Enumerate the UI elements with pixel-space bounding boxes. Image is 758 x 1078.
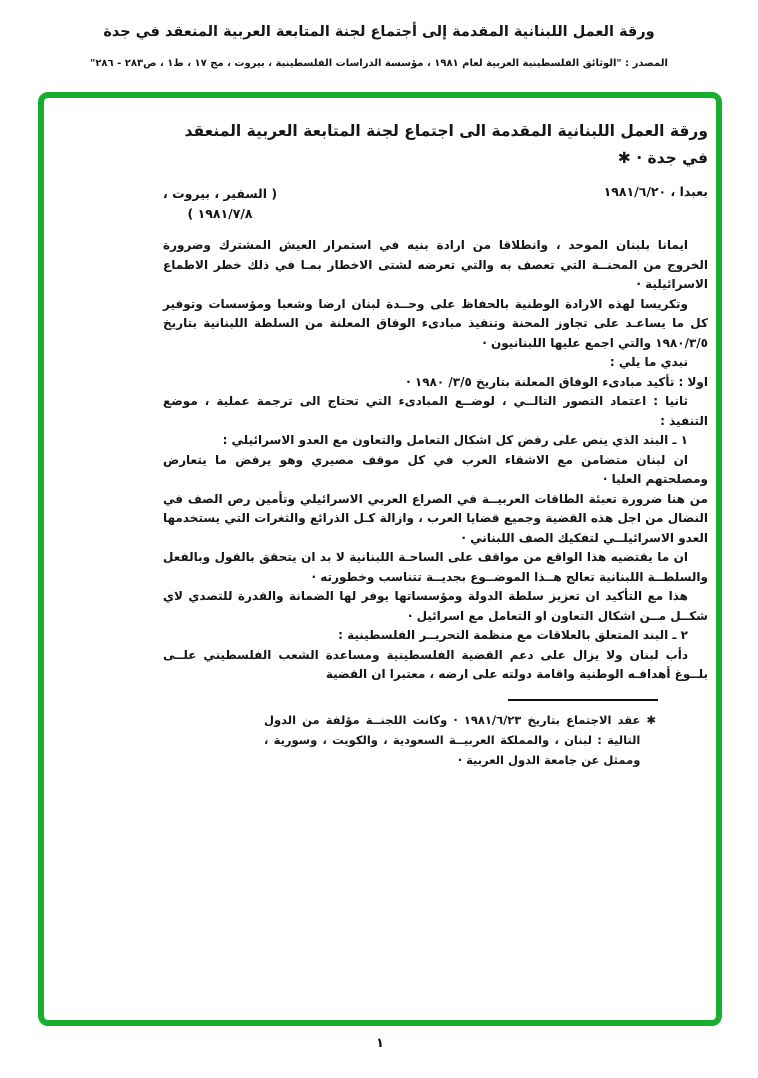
paragraph: هذا مع التأكيد ان تعزيز سلطة الدولة ومؤسساتها يوفر لها الضمانة والقدرة للتصدي لاي شكــل مــن اشكال التعاون او التعامل مع اسرائيل · (163, 589, 708, 623)
paragraph: ٢ ـ البند المتعلق بالعلاقات مع منظمة التحريــر الفلسطينية : (338, 628, 688, 642)
page-number: ١ (376, 1036, 384, 1051)
footnote-asterisk-icon: ✱ (646, 712, 656, 727)
paragraph: ١ ـ البند الذي ينص على رفض كل اشكال التعامل والتعاون مع العدو الاسرائيلي : (222, 433, 688, 447)
paragraph: نبدي ما يلي : (609, 355, 688, 369)
document-body (163, 236, 708, 685)
document-title: ورقة العمل اللبنانية المقدمة الى اجتماع لجنة المتابعة العربية المنعقد في جدة · ✱ (184, 122, 708, 167)
dateline (163, 184, 708, 224)
paragraph: من هنا ضرورة تعبئة الطاقات العربيــة في الصراع العربي الاسرائيلي وتأمين رص الصف في النضال من اجل هذه القضية وجميع قضايا العرب ، وازالة كـل الذرائع والثغرات التي يستخدمها العدو الاسرائيلــي لتفكيك الصف اللبناني · (163, 491, 708, 545)
paragraph: وتكريسا لهذه الارادة الوطنية بالحفاظ على وحــدة لبنان ارضا وشعبا ومؤسسات وتوفير كل ما يساعـد على تجاوز المحنة وتنفيذ مبادىء الوفاق المعلنة من السلطة اللبنانية بتاريخ ١٩٨٠/٣/٥ والتي اجمع عليها اللبنانيون · (163, 296, 708, 350)
paragraph: ان ما يقتضيه هذا الواقع من مواقف على الساحـة اللبنانية لا بد ان يتحقق بالقول وبالفعل والسلطــة اللبنانية تعالج هــذا الموضــوع بجديــة تتناسب وخطورته · (163, 550, 708, 584)
paragraph: دأب لبنان ولا يزال على دعم القضية الفلسطينية ومساعدة الشعب الفلسطيني علــى بلــوغ أهدافـه الوطنية واقامة دولته على ارضه ، معتبرا ان القضية (163, 647, 708, 681)
header-title: ورقة العمل اللبنانية المقدمة إلى أجتماع لجنة المتابعة العربية المنعقد في جدة (103, 24, 655, 40)
document-content (163, 118, 708, 770)
document-frame (38, 92, 722, 1026)
dateline-publication-line2: ١٩٨١/٧/٨ ) (187, 206, 253, 221)
paragraph: ان لبنان متضامن مع الاشقاء العرب في كل موقف مصيري وهو يرفض ما يتعارض ومصلحتهم العليا · (163, 452, 708, 486)
footnote-separator (508, 699, 658, 701)
footnote (264, 710, 656, 770)
dateline-publication (163, 184, 277, 224)
footnote-text: عقد الاجتماع بتاريخ ١٩٨١/٦/٢٣ · وكانت اللجنــة مؤلفة من الدول التالية : لبنان ، والمملكة العربيــة السعودية ، والكويت ، وسورية ، وممثل عن جامعة الدول العربية · (264, 712, 641, 767)
paragraph: ايمانا بلبنان الموحد ، وانطلاقا من ارادة بنيه في استمرار العيش المشترك وضرورة الخروج من المحنــة التي تعصف به والتي تعرضه لشتى الاخطار بمـا في ذلك خطر الاطماع الاسرائيلية · (163, 238, 708, 291)
paragraph: اولا : تأكيد مبادىء الوفاق المعلنة بتاريخ ٣/٥/ ١٩٨٠ · (406, 374, 708, 389)
source-line: المصدر : "الوثائق الفلسطينية العربية لعام ١٩٨١ ، مؤسسة الدراسات الفلسطينية ، بيروت ، مج ١٧ ، ط١ ، ص٢٨٣ - ٢٨٦" (90, 58, 668, 69)
dateline-publication-line1: ( السفير ، بيروت ، (163, 186, 278, 201)
paragraph: ثانيا : اعتماد التصور التالــي ، لوضــع المبادىء التي تحتاج الى ترجمة عملية ، موضع التنفيذ : (163, 394, 708, 428)
dateline-place-date: بعبدا ، ١٩٨١/٦/٢٠ (603, 184, 708, 199)
